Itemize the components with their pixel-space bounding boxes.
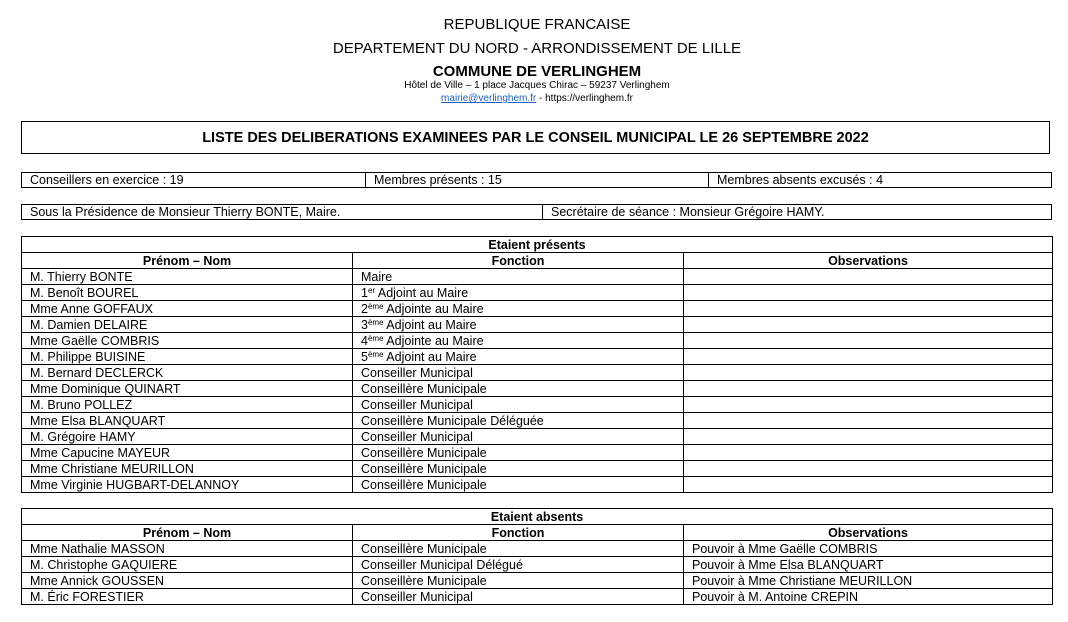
member-name: Mme Christiane MEURILLON (22, 461, 353, 477)
table-row (22, 477, 1053, 493)
table-row (22, 349, 1053, 365)
function-rank-suffix: ème (367, 349, 384, 359)
table-row (22, 269, 1053, 285)
function-title: Conseiller Municipal (361, 429, 473, 444)
table-row (22, 285, 1053, 301)
table-row (22, 589, 1053, 605)
function-rank: 1 (361, 285, 368, 300)
function-rank-suffix: ème (367, 317, 384, 327)
table-row (22, 301, 1053, 317)
table-row (22, 541, 1053, 557)
member-observations (684, 285, 1053, 301)
member-observations (684, 381, 1053, 397)
secretary-text: Secrétaire de séance : Monsieur Grégoire HAMY. (542, 205, 1051, 219)
table-row (22, 365, 1053, 381)
member-name: M. Bruno POLLEZ (22, 397, 353, 413)
member-observations (684, 413, 1053, 429)
member-function (353, 365, 684, 381)
address-line: Hôtel de Ville – 1 place Jacques Chirac – 59237 Verlinghem (404, 80, 670, 91)
table-row (22, 381, 1053, 397)
members-present: Membres présents : 15 (365, 173, 708, 187)
member-observations (684, 365, 1053, 381)
table-row (22, 573, 1053, 589)
member-name: Mme Elsa BLANQUART (22, 413, 353, 429)
member-function: Conseillère Municipale (353, 541, 684, 557)
member-counts-row (21, 172, 1052, 188)
member-observations (684, 333, 1053, 349)
table-row (22, 397, 1053, 413)
member-function (353, 381, 684, 397)
function-rank: 2 (361, 301, 368, 316)
member-name: M. Damien DELAIRE (22, 317, 353, 333)
member-name: Mme Capucine MAYEUR (22, 445, 353, 461)
table-caption-row (22, 509, 1053, 525)
function-title: Adjoint au Maire (383, 317, 477, 332)
contact-line (0, 93, 1068, 104)
member-name: M. Thierry BONTE (22, 269, 353, 285)
member-name: M. Éric FORESTIER (22, 589, 353, 605)
member-function: Conseiller Municipal (353, 589, 684, 605)
table-row (22, 317, 1053, 333)
session-row (21, 204, 1052, 220)
header-name: Prénom – Nom (22, 253, 353, 269)
member-name: M. Bernard DECLERCK (22, 365, 353, 381)
commune-heading: COMMUNE DE VERLINGHEM (432, 63, 642, 80)
function-title: Conseiller Municipal (361, 365, 473, 380)
member-function (353, 285, 684, 301)
function-rank: 3 (361, 317, 368, 332)
member-name: Mme Annick GOUSSEN (22, 573, 353, 589)
function-title: Adjointe au Maire (383, 301, 484, 316)
member-name: M. Grégoire HAMY (22, 429, 353, 445)
member-function (353, 477, 684, 493)
header-name: Prénom – Nom (22, 525, 353, 541)
member-function (353, 349, 684, 365)
member-observations (684, 445, 1053, 461)
present-caption: Etaient présents (22, 237, 1053, 253)
function-title: Conseiller Municipal (361, 397, 473, 412)
member-function (353, 445, 684, 461)
member-name: Mme Gaëlle COMBRIS (22, 333, 353, 349)
member-observations (684, 269, 1053, 285)
member-observations (684, 349, 1053, 365)
member-observations (684, 317, 1053, 333)
member-observations (684, 397, 1053, 413)
table-row (22, 445, 1053, 461)
function-rank: 4 (361, 333, 368, 348)
email-link[interactable]: mairie@verlinghem.fr (441, 93, 537, 104)
member-name: Mme Dominique QUINART (22, 381, 353, 397)
table-header-row (22, 253, 1053, 269)
present-members-table (21, 236, 1053, 493)
function-title: Adjoint au Maire (375, 285, 469, 300)
header-observations: Observations (684, 253, 1053, 269)
header-function: Fonction (353, 253, 684, 269)
function-title: Conseillère Municipale (361, 461, 487, 476)
function-title: Conseillère Municipale Déléguée (361, 413, 544, 428)
function-rank: 5 (361, 349, 368, 364)
member-function: Conseiller Municipal Délégué (353, 557, 684, 573)
function-rank-suffix: ème (367, 333, 384, 343)
member-observations (684, 429, 1053, 445)
table-row (22, 461, 1053, 477)
member-function (353, 397, 684, 413)
function-title: Conseillère Municipale (361, 381, 487, 396)
member-observations: Pouvoir à Mme Gaëlle COMBRIS (684, 541, 1053, 557)
republic-heading: REPUBLIQUE FRANCAISE (443, 16, 631, 33)
header-observations: Observations (684, 525, 1053, 541)
contact-separator: - (536, 93, 546, 104)
website-text: https://verlinghem.fr (545, 93, 633, 104)
member-name: M. Benoît BOUREL (22, 285, 353, 301)
member-observations (684, 477, 1053, 493)
table-row (22, 333, 1053, 349)
table-row (22, 429, 1053, 445)
member-function (353, 301, 684, 317)
member-observations: Pouvoir à Mme Elsa BLANQUART (684, 557, 1053, 573)
function-title: Adjointe au Maire (383, 333, 484, 348)
member-function (353, 429, 684, 445)
function-title: Conseillère Municipale (361, 477, 487, 492)
table-caption-row (22, 237, 1053, 253)
department-heading: DEPARTEMENT DU NORD - ARRONDISSEMENT DE LILLE (332, 40, 742, 57)
header-function: Fonction (353, 525, 684, 541)
function-title: Maire (361, 269, 393, 284)
member-name: Mme Nathalie MASSON (22, 541, 353, 557)
member-function (353, 269, 684, 285)
document-title: LISTE DES DELIBERATIONS EXAMINEES PAR LE CONSEIL MUNICIPAL LE 26 SEPTEMBRE 2022 (21, 121, 1050, 154)
member-function: Conseillère Municipale (353, 573, 684, 589)
function-title: Adjoint au Maire (383, 349, 477, 364)
member-observations: Pouvoir à M. Antoine CREPIN (684, 589, 1053, 605)
member-name: Mme Anne GOFFAUX (22, 301, 353, 317)
table-row (22, 413, 1053, 429)
function-rank-suffix: er (367, 285, 376, 295)
member-name: M. Philippe BUISINE (22, 349, 353, 365)
member-function (353, 333, 684, 349)
members-in-office: Conseillers en exercice : 19 (30, 173, 184, 187)
members-absent: Membres absents excusés : 4 (708, 173, 1051, 187)
member-function (353, 413, 684, 429)
table-header-row (22, 525, 1053, 541)
absent-members-table (21, 508, 1053, 605)
member-function (353, 317, 684, 333)
function-rank-suffix: ème (367, 301, 384, 311)
member-observations: Pouvoir à Mme Christiane MEURILLON (684, 573, 1053, 589)
table-row (22, 557, 1053, 573)
function-title: Conseillère Municipale (361, 445, 487, 460)
member-function (353, 461, 684, 477)
presidence-text: Sous la Présidence de Monsieur Thierry BONTE, Maire. (30, 205, 341, 219)
member-observations (684, 301, 1053, 317)
absent-caption: Etaient absents (22, 509, 1053, 525)
member-name: Mme Virginie HUGBART-DELANNOY (22, 477, 353, 493)
member-observations (684, 461, 1053, 477)
member-name: M. Christophe GAQUIERE (22, 557, 353, 573)
